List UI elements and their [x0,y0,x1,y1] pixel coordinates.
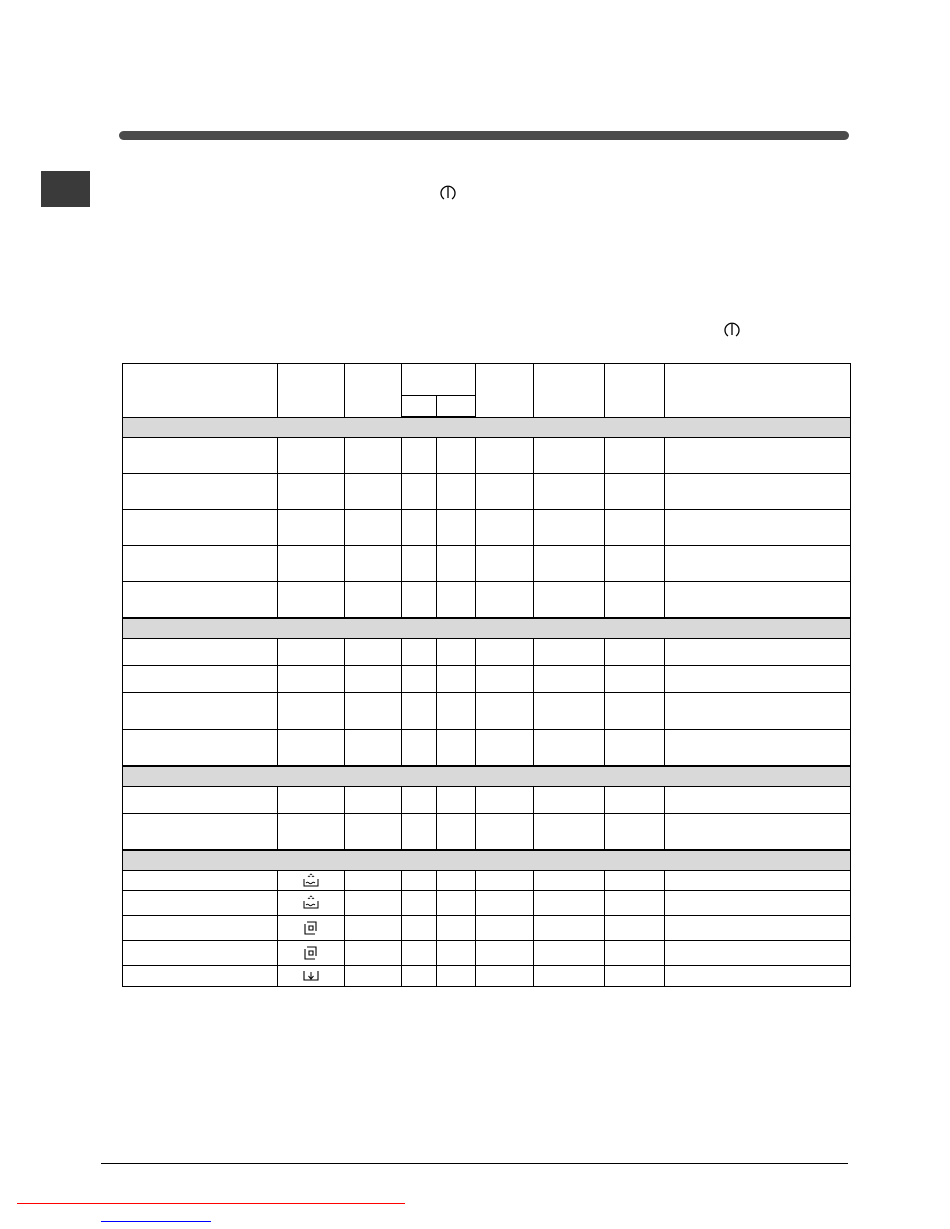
section-cell [123,766,851,787]
section-row [123,417,851,438]
section-cell [123,850,851,871]
table-row [123,582,851,619]
header-cell [437,396,476,418]
table-row [123,693,851,730]
section-row [123,618,851,639]
drain-icon [278,969,344,983]
header-cell [345,364,402,418]
table-row [123,787,851,814]
footer-rule [101,1163,848,1164]
section-cell [123,618,851,639]
table-row [123,916,851,941]
link-underline[interactable] [17,1203,405,1204]
table-row [123,891,851,916]
table-row [123,941,851,966]
programme-table [122,363,851,987]
power-icon [438,183,458,203]
section-cell [123,417,851,438]
table-row [123,814,851,851]
header-cell [476,364,534,418]
table-row [123,871,851,891]
table-row [123,639,851,666]
section-row [123,766,851,787]
prewash-icon [278,895,344,911]
header-cell [278,364,345,418]
table-row [123,666,851,693]
link-underline[interactable] [101,1221,211,1222]
header-cell [605,364,665,418]
prewash-icon [278,873,344,889]
language-tab [41,171,90,207]
section-row [123,850,851,871]
table-header-row [123,364,851,396]
power-icon [722,320,742,340]
table-row [123,510,851,546]
table-row [123,438,851,474]
header-cell [402,364,476,396]
header-bar [119,131,849,140]
header-cell [402,396,437,418]
table-row [123,730,851,767]
spin-icon [278,946,344,960]
table-row [123,474,851,510]
header-cell [665,364,851,418]
table-row [123,546,851,582]
header-cell [534,364,605,418]
spin-icon [278,921,344,935]
table-row [123,966,851,987]
header-cell [123,364,278,418]
